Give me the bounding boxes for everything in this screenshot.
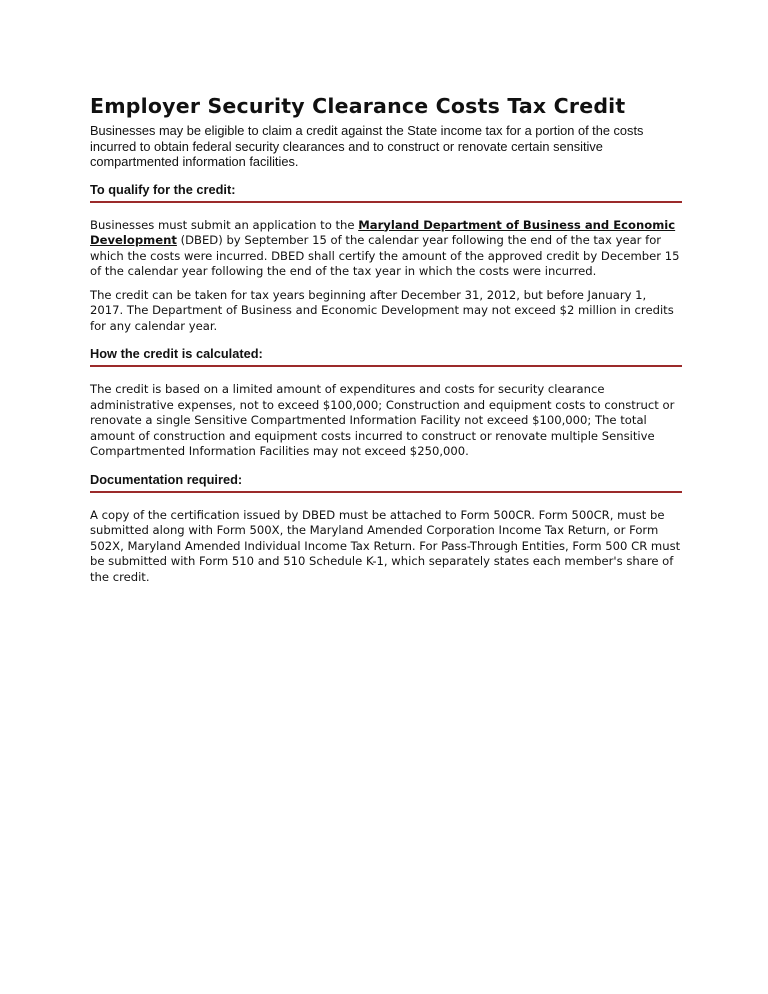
documentation-paragraph: A copy of the certification issued by DBED must be attached to Form 500CR. Form 500CR, must be submitted along with Form 500X, the Maryland Amended Corporation Income Tax Return, or Form 502X, Maryland Amended Individual Income Tax Return. For Pass-Through Entities, Form 500 CR must be submitted with Form 510 and 510 Schedule K-1, which separately states each member's share of the credit. [90, 507, 681, 584]
section-heading-qualify: To qualify for the credit: [90, 182, 682, 203]
spacer [90, 170, 682, 182]
calculation-paragraph: The credit is based on a limited amount of expenditures and costs for security clearance administrative expenses, not to exceed $100,000; Construction and equipment costs to construct or renovate a single Sensitive Compartmented Information Facility not exceed $100,000; The total amount of construction and equipment costs incurred to construct or renovate multiple Sensitive Compartmented Information Facilities may not exceed $250,000. [90, 382, 675, 458]
qualify-paragraph-2: The credit can be taken for tax years beginning after December 31, 2012, but before January 1, 2017. The Department of Business and Economic Development may not exceed $2 million in credits for any calendar year. [90, 287, 674, 333]
spacer [90, 334, 682, 346]
qualify-paragraph-1 [90, 218, 682, 280]
spacer [90, 460, 682, 472]
spacer [90, 280, 682, 288]
dbed-link[interactable]: Maryland Department of Business and Economic Development [90, 217, 676, 247]
section-heading-calculation: How the credit is calculated: [90, 346, 682, 367]
section-heading-documentation: Documentation required: [90, 472, 682, 493]
intro-paragraph: Businesses may be eligible to claim a credit against the State income tax for a portion of the costs incurred to obtain federal security clearances and to construct or renovate certain sensitive compartmented information facilities. [90, 123, 644, 169]
qualify-text-after: (DBED) by September 15 of the calendar year following the end of the tax year for which the costs were incurred. DBED shall certify the amount of the approved credit by December 15 of the calendar year following the end of the tax year in which the costs were incurred. [90, 233, 680, 278]
qualify-text-before: Businesses must submit an application to the [90, 217, 359, 232]
document-page [90, 92, 682, 585]
page-title: Employer Security Clearance Costs Tax Credit [90, 94, 626, 118]
